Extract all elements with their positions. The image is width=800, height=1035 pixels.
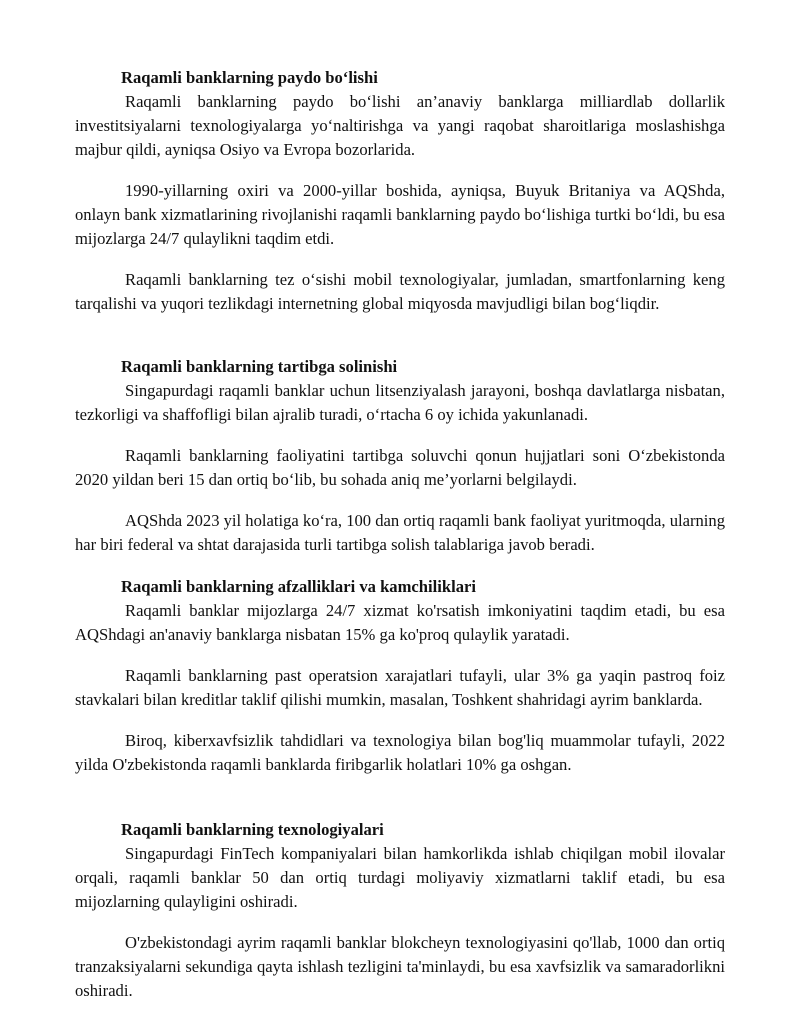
paragraph: Raqamli banklarning paydo bo‘lishi an’anaviy banklarga milliardlab dollarlik investitsiyalarni texnologiyalarga yo‘naltirishga va yangi raqobat sharoitlariga moslashishga majbur qildi, ayniqsa Osiyo va Evropa bozorlarida.: [75, 92, 725, 159]
paragraph: Raqamli banklarning tez o‘sishi mobil texnologiyalar, jumladan, smartfonlarning keng tarqalishi va yuqori tezlikdagi internetning global miqyosda mavjudligi bilan bog‘liqdir.: [75, 270, 725, 313]
section-pros-cons: [75, 575, 725, 777]
section-heading: Raqamli banklarning tartibga solinishi: [121, 357, 398, 376]
paragraph: O'zbekistondagi ayrim raqamli banklar blokcheyn texnologiyasini qo'llab, 1000 dan ortiq tranzaksiyalarni sekundiga qayta ishlash tezligini ta'minlaydi, bu esa xavfsizlik va samaradorlikni oshiradi.: [75, 933, 725, 1000]
paragraph: Singapurdagi raqamli banklar uchun litsenziyalash jarayoni, boshqa davlatlarga nisbatan, tezkorligi va shaffofligi bilan ajralib turadi, o‘rtacha 6 oy ichida yakunlanadi.: [75, 381, 725, 424]
section-heading: Raqamli banklarning afzalliklari va kamchiliklari: [121, 577, 476, 596]
section-technologies: [75, 818, 725, 1003]
paragraph: Biroq, kiberxavfsizlik tahdidlari va texnologiya bilan bog'liq muammolar tufayli, 2022 yilda O'zbekistonda raqamli banklarda firibgarlik holatlari 10% ga oshgan.: [75, 731, 725, 774]
paragraph: Raqamli banklarning past operatsion xarajatlari tufayli, ular 3% ga yaqin pastroq foiz stavkalari bilan kreditlar taklif qilishi mumkin, masalan, Toshkent shahridagi ayrim banklarda.: [75, 666, 725, 709]
section-regulation: [75, 355, 725, 557]
paragraph: AQShda 2023 yil holatiga ko‘ra, 100 dan ortiq raqamli bank faoliyat yuritmoqda, ularning har biri federal va shtat darajasida turli tartibga solish talablariga javob beradi.: [75, 511, 726, 554]
paragraph: Singapurdagi FinTech kompaniyalari bilan hamkorlikda ishlab chiqilgan mobil ilovalar orqali, raqamli banklar 50 dan ortiq turdagi moliyaviy xizmatlarni taklif etadi, bu esa mijozlarning qulayligini oshiradi.: [75, 844, 725, 911]
section-heading: Raqamli banklarning paydo bo‘lishi: [121, 68, 378, 87]
paragraph: 1990-yillarning oxiri va 2000-yillar boshida, ayniqsa, Buyuk Britaniya va AQShda, onlayn bank xizmatlarining rivojlanishi raqamli banklarning paydo bo‘lishiga turtki bo‘ldi, bu esa mijozlarga 24/7 qulaylikni taqdim etdi.: [75, 181, 725, 248]
section-emergence: [75, 66, 725, 316]
paragraph: Raqamli banklar mijozlarga 24/7 xizmat ko'rsatish imkoniyatini taqdim etadi, bu esa AQShdagi an'anaviy banklarga nisbatan 15% ga ko'proq qulaylik yaratadi.: [75, 601, 725, 644]
section-heading: Raqamli banklarning texnologiyalari: [121, 820, 384, 839]
paragraph: Raqamli banklarning faoliyatini tartibga soluvchi qonun hujjatlari soni O‘zbekistonda 2020 yildan beri 15 dan ortiq bo‘lib, bu sohada aniq me’yorlarni belgilaydi.: [75, 446, 725, 489]
